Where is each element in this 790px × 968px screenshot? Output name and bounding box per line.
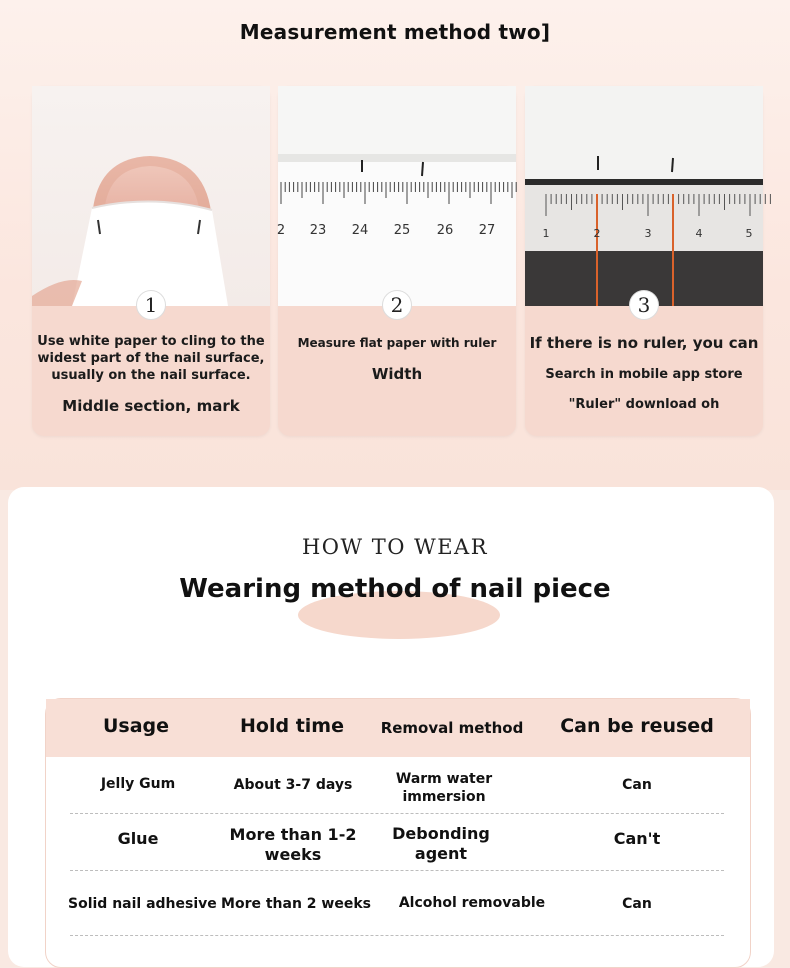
ruler-label: 24: [351, 223, 369, 238]
ruler-illustration: [278, 86, 516, 306]
table-cell: Alcohol removable: [398, 895, 546, 911]
step-card-2: [278, 86, 516, 436]
table-cell: Can: [622, 777, 652, 793]
table-cell: About 3-7 days: [233, 777, 353, 793]
table-cell: Solid nail adhesive: [68, 896, 217, 912]
table-cell: More than 1-2 weeks: [229, 825, 357, 864]
table-cell: More than 2 weeks: [221, 896, 371, 912]
step-2-caption: Measure flat paper with ruler: [297, 336, 497, 350]
ruler-label: 27: [478, 223, 496, 238]
table-cell: Debonding agent: [392, 824, 490, 863]
finger-paper-photo: [32, 86, 270, 306]
step-2-caption-extra: Width: [371, 365, 423, 383]
ruler-label: 25: [393, 223, 411, 238]
ruler-label: 4: [695, 227, 703, 240]
row-divider: [70, 870, 724, 871]
table-cell: Can't: [613, 829, 661, 848]
phone-ruler-photo: [525, 86, 763, 306]
ruler-label: 5: [745, 227, 753, 240]
step-1-caption-extra: Middle section, mark: [62, 397, 240, 415]
section-title: Measurement method two]: [239, 20, 551, 44]
wear-method-table: [45, 698, 751, 968]
caption-line: Use white paper to cling to the: [37, 334, 265, 349]
ruler-label: 23: [309, 223, 327, 238]
phone-ruler-illustration: [525, 86, 763, 306]
caption-line: usually on the nail surface.: [51, 368, 251, 383]
table-cell: Can: [622, 896, 652, 912]
table-cell: Jelly Gum: [100, 776, 176, 792]
step-1-caption: [32, 333, 270, 384]
step-card-1: [32, 86, 270, 436]
howto-subtitle: HOW TO WEAR: [301, 535, 489, 559]
caption-line: widest part of the nail surface,: [37, 351, 265, 366]
step-number-badge: 1: [136, 290, 166, 320]
ruler-label: 26: [436, 223, 454, 238]
table-header: [46, 699, 750, 757]
ruler-label: 2: [593, 227, 601, 240]
col-header-hold-time: Hold time: [240, 715, 344, 737]
col-header-usage: Usage: [102, 715, 170, 737]
col-header-reusable: Can be reused: [560, 715, 714, 737]
ruler-paper-photo: [278, 86, 516, 306]
col-header-removal: Removal method: [380, 719, 524, 737]
step-3-caption-head: If there is no ruler, you can: [529, 334, 759, 352]
step-card-3: [525, 86, 763, 436]
ruler-label: 1: [542, 227, 550, 240]
finger-illustration: [32, 86, 270, 306]
ruler-label: 2: [276, 223, 286, 238]
howto-title: Wearing method of nail piece: [179, 574, 611, 604]
step-3-caption: Search in mobile app store: [545, 367, 743, 382]
table-cell: Glue: [117, 829, 159, 848]
row-divider: [70, 813, 724, 814]
ruler-label: 3: [644, 227, 652, 240]
row-divider: [70, 935, 724, 936]
step-number-badge: 2: [382, 290, 412, 320]
step-3-caption-extra: "Ruler" download oh: [568, 397, 720, 412]
table-cell: Warm water immersion: [395, 771, 493, 805]
step-number-badge: 3: [629, 290, 659, 320]
